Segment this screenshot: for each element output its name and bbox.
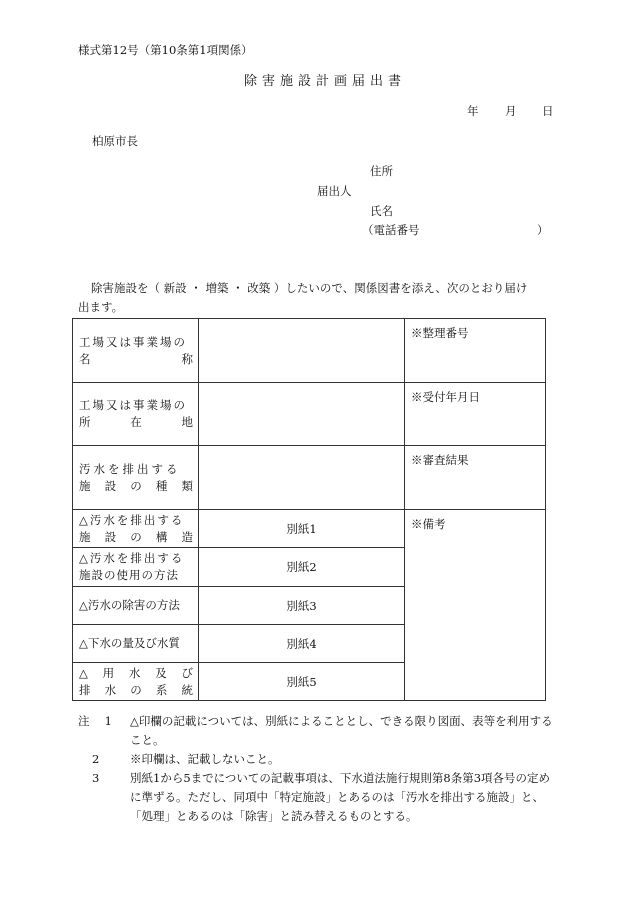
intro-line-1: 除害施設を（ 新設 ・ 増築 ・ 改築 ）したいので、関係図書を添え、次のとおり届け (91, 281, 528, 295)
note-1-key (78, 712, 130, 750)
date-day: 日 (542, 104, 554, 118)
table-row (73, 319, 546, 383)
note-2-key (78, 750, 130, 769)
note-number: 1 (104, 714, 112, 728)
row-label-structure (73, 510, 199, 548)
label-line: 施設の使用の方法 (79, 568, 179, 582)
label-line: 汚水を排出する (79, 461, 181, 476)
intro-line-2: 出ます。 (78, 300, 124, 314)
row-label-facility-type (73, 446, 199, 510)
review-result-box: ※審査結果 (405, 446, 546, 510)
row-label-sewage-volume-quality: △下水の量及び水質 (73, 625, 199, 663)
label-line: 工場又は事業場の (79, 398, 187, 412)
note-2-text: ※印欄は、記載しないこと。 (130, 752, 280, 766)
notes-prefix: 注 (78, 714, 90, 728)
note-3 (78, 769, 558, 826)
facility-name-field[interactable] (199, 319, 405, 383)
attachment-3-ref: 別紙3 (199, 587, 405, 625)
label-line-spread: 排 水 の 系 統 (79, 682, 193, 697)
note-1 (78, 712, 558, 750)
addressee: 柏原市長 (92, 134, 138, 148)
row-label-abatement-method: △汚水の除害の方法 (73, 587, 199, 625)
attachment-5-ref: 別紙5 (199, 663, 405, 701)
label-line-spread: 施 設 の 構 造 (79, 529, 193, 544)
notes-section (78, 712, 558, 826)
address-label: 住所 (370, 164, 393, 178)
note-3-key (78, 769, 130, 826)
facility-type-field[interactable] (199, 446, 405, 510)
attachment-4-ref: 別紙4 (199, 625, 405, 663)
table-row (73, 510, 546, 548)
form-number: 様式第12号（第10条第1項関係） (78, 43, 253, 57)
table-row (73, 446, 546, 510)
row-label-usage-method (73, 548, 199, 587)
received-date-box: ※受付年月日 (405, 383, 546, 446)
row-label-facility-location (73, 383, 199, 446)
note-number: 3 (92, 771, 100, 785)
label-line: △汚水を排出する (79, 512, 185, 527)
name-label: 氏名 (370, 204, 393, 218)
label-line-spread: 所 在 地 (79, 415, 193, 429)
phone-close: ） (537, 223, 549, 237)
attachment-1-ref: 別紙1 (199, 510, 405, 548)
document-title: 除害施設計画届出書 (244, 74, 407, 89)
phone-label: （電話番号 (362, 223, 420, 237)
application-form-table (72, 318, 546, 701)
attachment-2-ref: 別紙2 (199, 548, 405, 587)
notifier-label: 届出人 (317, 184, 352, 198)
note-2 (78, 750, 558, 769)
label-line-spread: △ 用 水 及 び (79, 665, 193, 680)
date-year: 年 (467, 104, 479, 118)
table-row (73, 383, 546, 446)
note-1-text: △印欄の記載については、別紙によることとし、できる限り図面、表等を利用すること。 (130, 714, 553, 747)
facility-location-field[interactable] (199, 383, 405, 446)
label-line-spread: 名 称 (79, 351, 193, 366)
ref-number-box: ※整理番号 (405, 319, 546, 383)
remarks-box: ※備考 (405, 510, 546, 701)
row-label-facility-name (73, 319, 199, 383)
label-line-spread: 施 設 の 種 類 (79, 478, 193, 493)
date-month: 月 (505, 104, 517, 118)
label-line: △汚水を排出する (79, 551, 185, 565)
note-number: 2 (92, 752, 100, 766)
note-3-text: 別紙1から5までについての記載事項は、下水道法施行規則第8条第3項各号の定めに準ずる。ただし、同項中「特定施設」とあるのは「汚水を排出する施設」と、「処理」とあるのは「除害」と読み替えるものとする。 (130, 771, 551, 823)
label-line: 工場又は事業場の (79, 334, 187, 349)
row-label-water-system (73, 663, 199, 701)
